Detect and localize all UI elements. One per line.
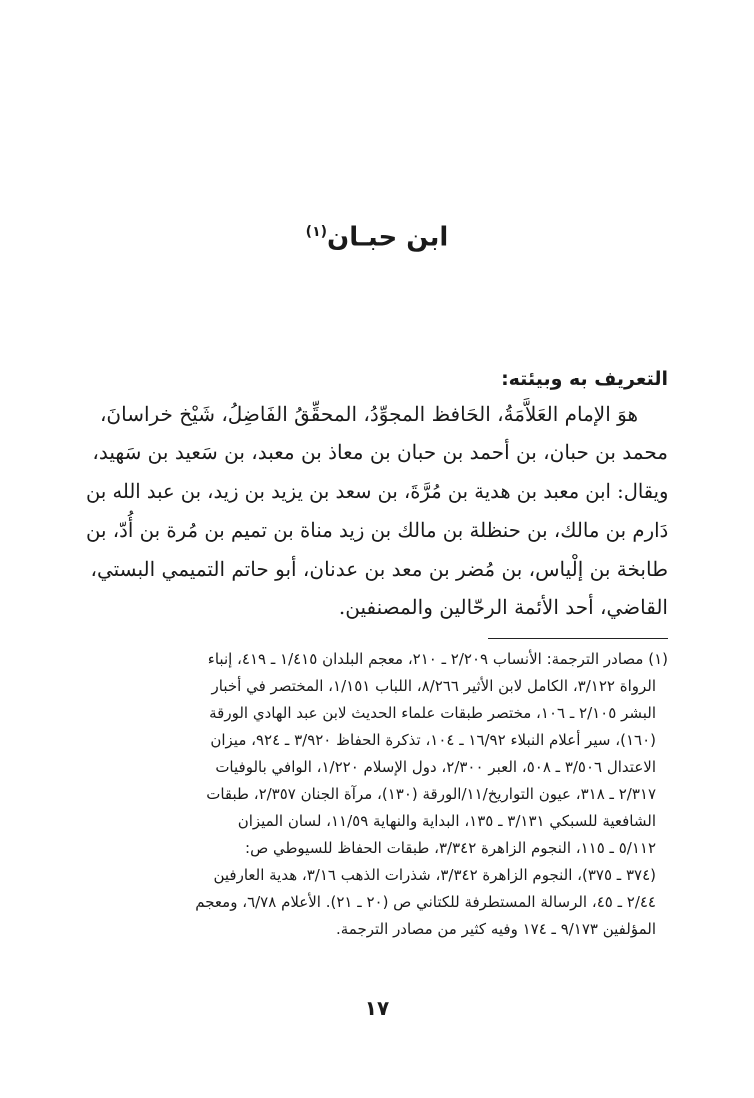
footnote-line: الاعتدال ٣/٥٠٦ ـ ٥٠٨، العبر ٢/٣٠٠، دول الإسلام ١/٢٢٠، الوافي بالوفيات (215, 758, 656, 776)
body-line: دَارم بن مالك، بن حنظلة بن مالك بن زيد مناة بن تميم بن مُرة بن أُدّ، بن (85, 518, 668, 542)
footnote-line: (٣٧٤ ـ ٣٧٥)، النجوم الزاهرة ٣/٣٤٢، شذرات الذهب ٣/١٦، هدية العارفين (213, 866, 656, 884)
body-line: هوَ الإمام العَلاَّمَةُ، الحَافظ المجوِّدُ، المحقِّقُ الفَاضِلُ، شَيْخ خراسانَ، (99, 402, 638, 426)
footnote-line: البشر ٢/١٠٥ ـ ١٠٦، مختصر طبقات علماء الحديث لابن عبد الهادي الورقة (209, 704, 656, 722)
body-line: طابخة بن إلْياس، بن مُضر بن معد بن عدنان، أبو حاتم التميمي البستي، (90, 557, 668, 581)
footnote-divider (488, 638, 668, 639)
footnote-line: ٥/١١٢ ـ ١١٥، النجوم الزاهرة ٣/٣٤٢، طبقات الحفاظ للسيوطي ص: (245, 839, 656, 857)
body-line: القاضي، أحد الأئمة الرحّالين والمصنفين. (338, 595, 668, 619)
footnote-line: ٢/٤٤ ـ ٤٥، الرسالة المستطرفة للكتاني ص (٢٠ ـ ٢١). الأعلام ٦/٧٨، ومعجم (195, 893, 656, 911)
section-heading: التعريف به وبيئته: (501, 368, 668, 390)
title-text: ابن حبـان (327, 222, 449, 253)
page-title (0, 212, 754, 258)
footnote-line: (١) مصادر الترجمة: الأنساب ٢/٢٠٩ ـ ٢١٠، معجم البلدان ١/٤١٥ ـ ٤١٩، إنباء (207, 650, 668, 668)
footnote-line: ٢/٣١٧ ـ ٣١٨، عيون التواريخ/١١/الورقة (١٣٠)، مرآة الجنان ٢/٣٥٧، طبقات (206, 785, 656, 803)
page-number: ١٧ (364, 996, 390, 1020)
body-line: محمد بن حبان، بن أحمد بن حبان بن معاذ بن معبد، بن سَعيد بن سَهيد، (92, 440, 668, 464)
body-line: ويقال: ابن معبد بن هدية بن مُرَّةَ، بن سعد بن يزيد بن زيد، بن عبد الله بن (85, 479, 668, 503)
footnote-line: (١٦٠)، سير أعلام النبلاء ١٦/٩٢ ـ ١٠٤، تذكرة الحفاظ ٣/٩٢٠ ـ ٩٢٤، ميزان (210, 731, 656, 749)
footnote-reference: (١) (305, 224, 328, 240)
footnote-line: الرواة ٣/١٢٢، الكامل لابن الأثير ٨/٢٦٦، اللباب ١/١٥١، المختصر في أخبار (211, 677, 656, 695)
footnote-line: المؤلفين ٩/١٧٣ ـ ١٧٤ وفيه كثير من مصادر الترجمة. (336, 920, 656, 938)
footnote-line: الشافعية للسبكي ٣/١٣١ ـ ١٣٥، البداية والنهاية ١١/٥٩، لسان الميزان (237, 812, 656, 830)
